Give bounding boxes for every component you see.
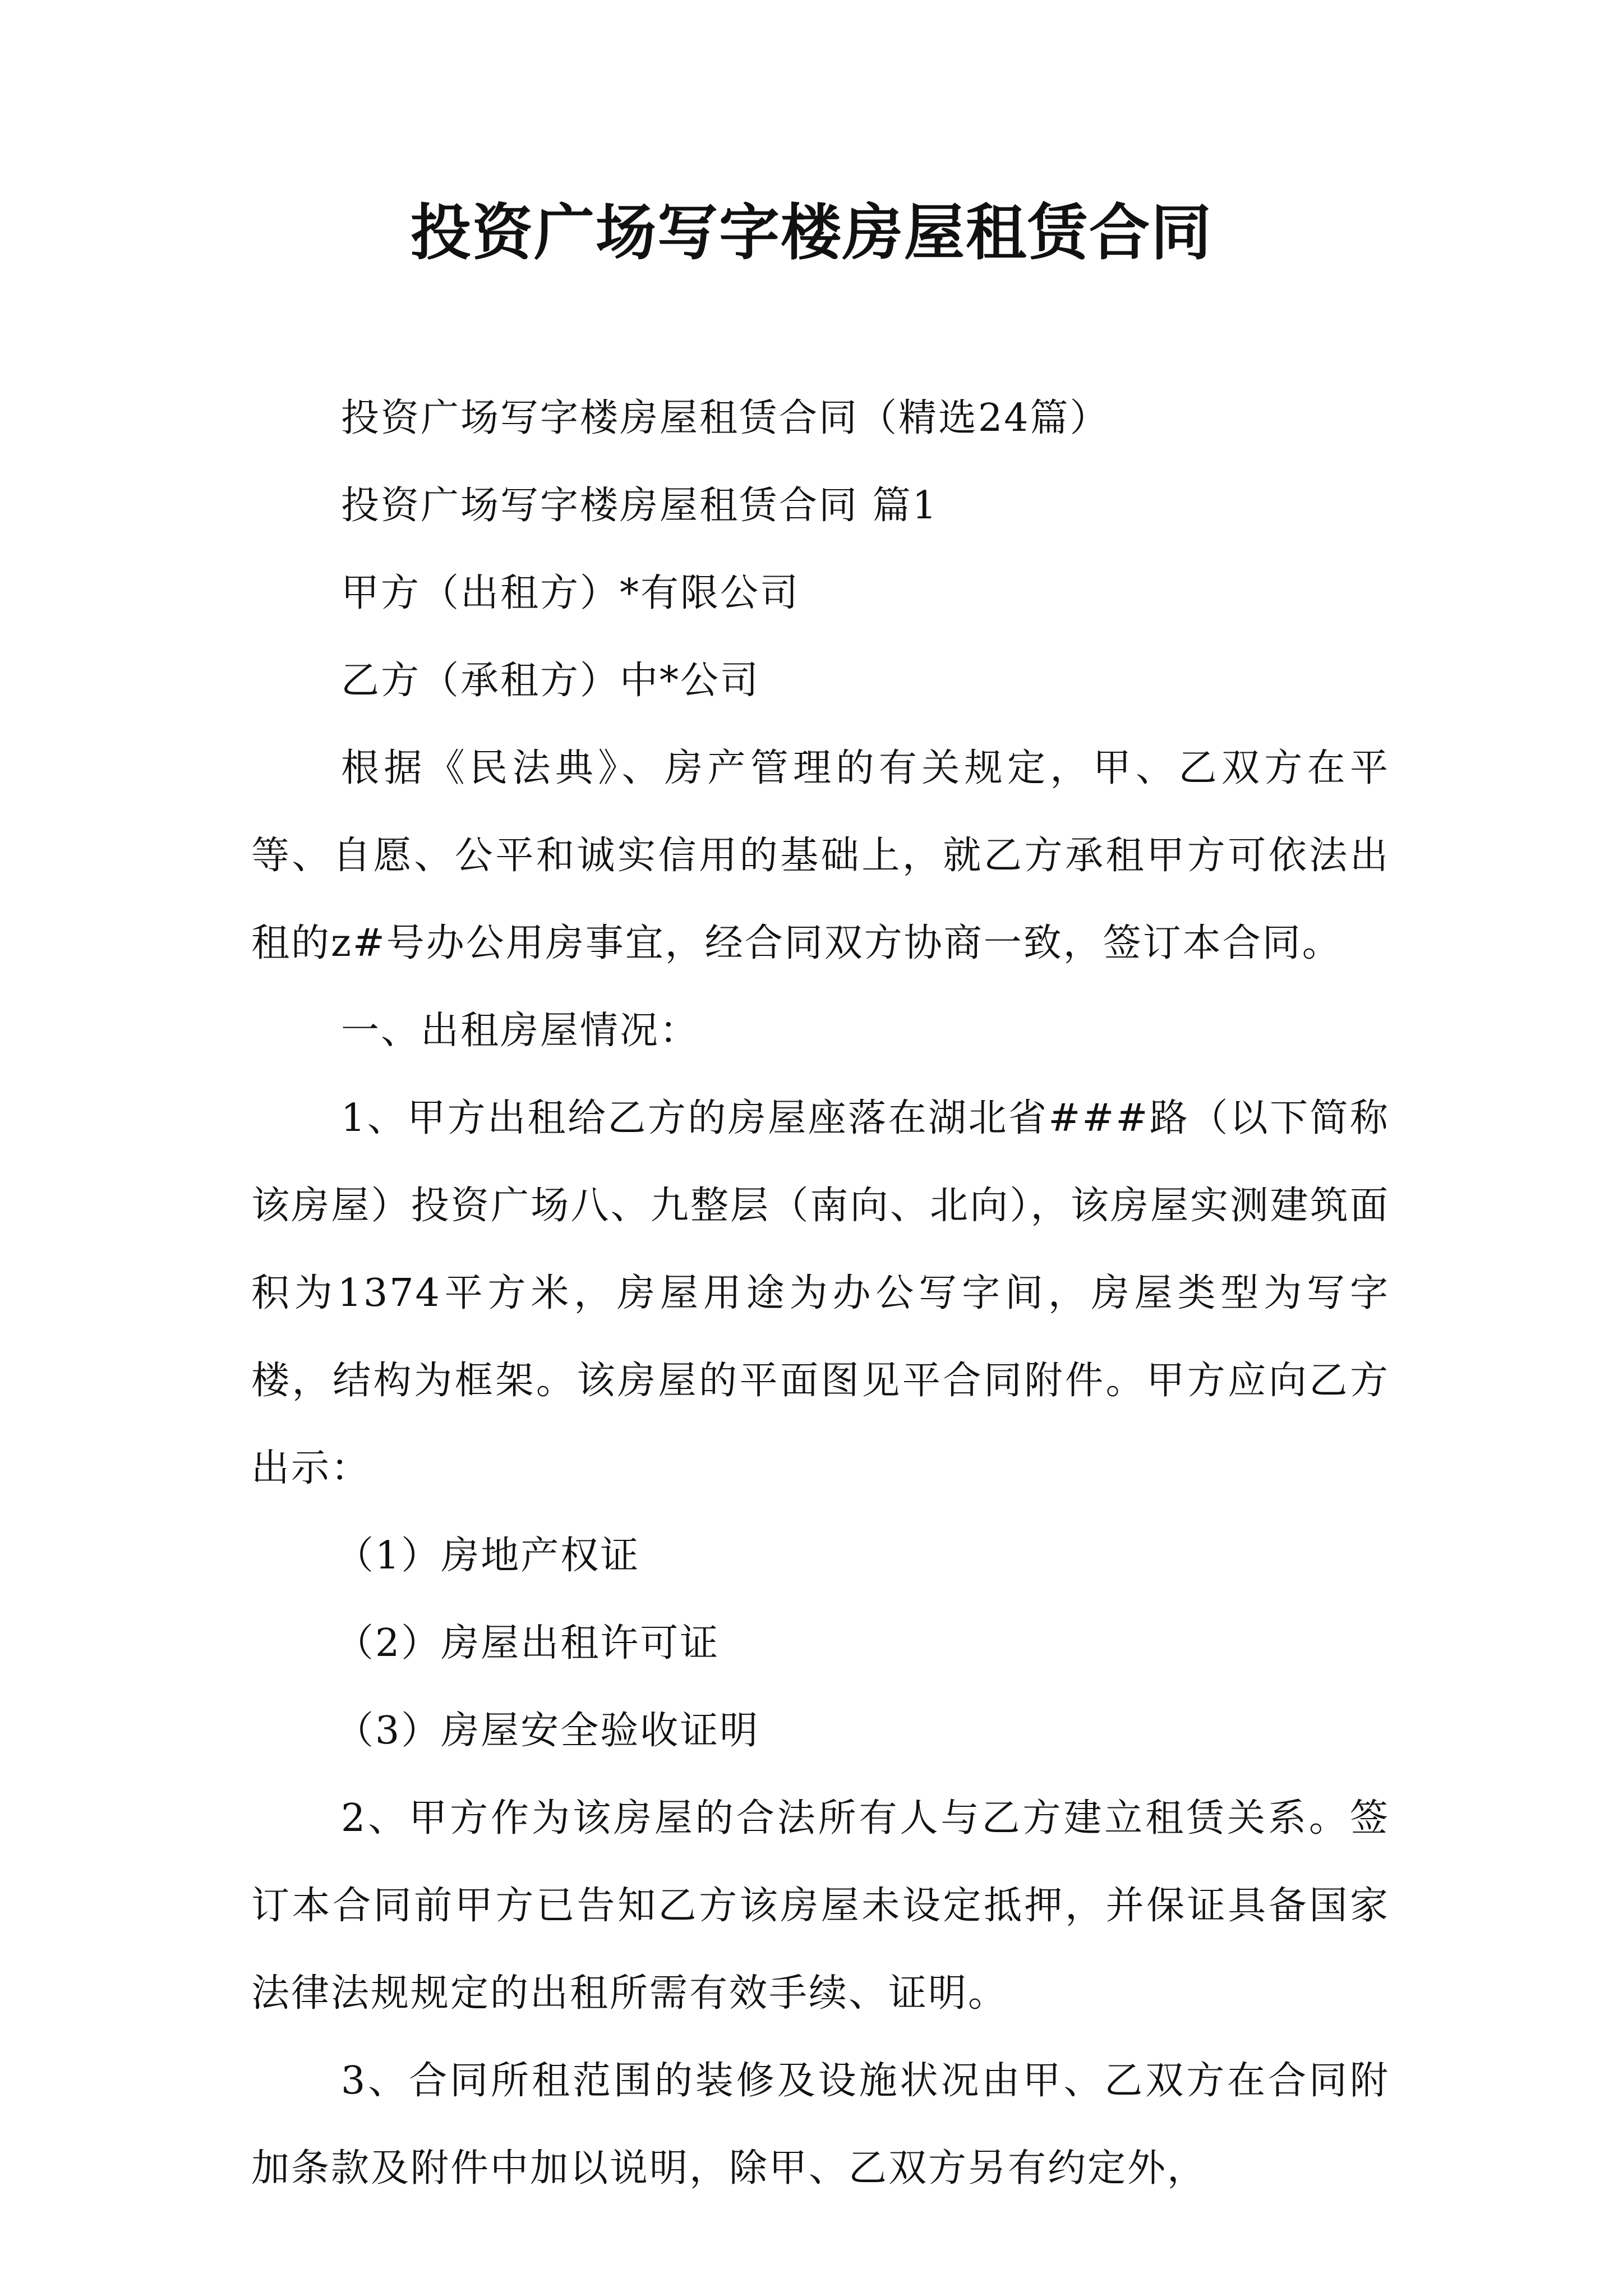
document-body [251,375,1390,2212]
clause-1-3: 3、合同所租范围的装修及设施状况由甲、乙双方在合同附加条款及附件中加以说明，除甲、乙双方另有约定外， [251,2059,1390,2191]
party-a: 甲方（出租方）*有限公司 [341,571,800,615]
subtitle-collection: 投资广场写字楼房屋租赁合同（精选24篇） [341,396,1110,440]
section-heading: 投资广场写字楼房屋租赁合同 篇1 [341,484,938,528]
clause-1-1: 1、甲方出租给乙方的房屋座落在湖北省###路（以下简称该房屋）投资广场八、九整层（南向、北向），该房屋实测建筑面积为1374平方米，房屋用途为办公写字间，房屋类型为写字楼，结构为框架。该房屋的平面图见平合同附件。甲方应向乙方出示： [251,1096,1390,1490]
clause-1-2: 2、甲方作为该房屋的合法所有人与乙方建立租赁关系。签订本合同前甲方已告知乙方该房屋未设定抵押，并保证具备国家法律法规规定的出租所需有效手续、证明。 [251,1796,1390,2016]
list-item: （1）房地产权证 [335,1534,640,1578]
document-title: 投资广场写字楼房屋租赁合同 [410,197,1212,268]
party-b: 乙方（承租方）中*公司 [341,659,760,703]
preamble-paragraph: 根据《民法典》、房产管理的有关规定，甲、乙双方在平等、自愿、公平和诚实信用的基础上，就乙方承租甲方可依法出租的z#号办公用房事宜，经合同双方协商一致，签订本合同。 [251,746,1390,965]
clause-heading-1: 一、出租房屋情况： [341,1009,700,1053]
list-item: （2）房屋出租许可证 [335,1621,720,1665]
list-item: （3）房屋安全验收证明 [335,1709,760,1753]
